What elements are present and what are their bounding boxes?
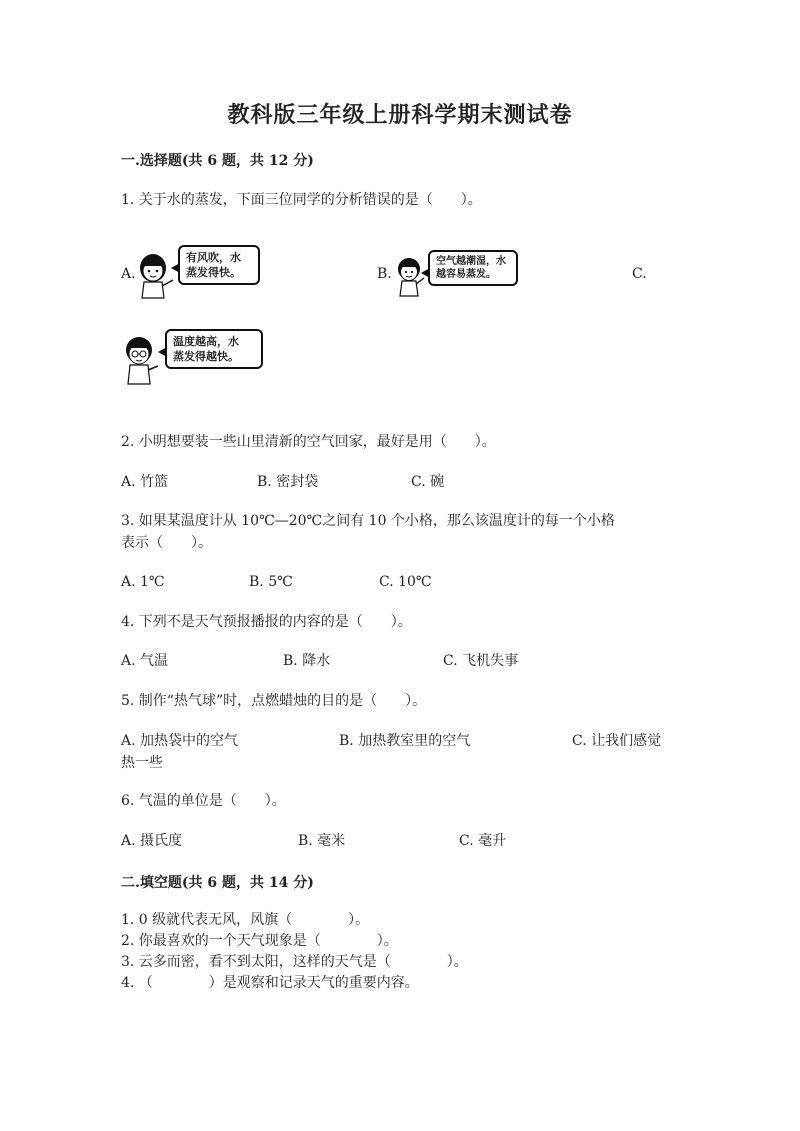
bubble-a-line-1: 有风吹，水 — [186, 251, 241, 264]
question-1-option-b-label: B. — [377, 266, 392, 282]
question-4-stem: 4. 下列不是天气预报播报的内容的是（ ）。 — [121, 614, 412, 630]
question-2-option-a: A. 竹篮 — [121, 474, 169, 490]
question-6-option-c: C. 毫升 — [459, 833, 507, 849]
question-6-option-a: A. 摄氏度 — [121, 833, 183, 849]
option-a-speech-bubble — [178, 245, 260, 285]
question-2-option-b: B. 密封袋 — [257, 474, 319, 490]
question-4-option-a: A. 气温 — [121, 653, 169, 669]
question-5-option-c-continued: 热一些 — [121, 755, 163, 771]
girl-student-icon — [133, 250, 177, 302]
question-3-option-c: C. 10℃ — [379, 574, 432, 590]
question-3-stem-line-1: 3. 如果某温度计从 10℃—20℃之间有 10 个小格，那么该温度计的每一个小格 — [121, 513, 615, 529]
page-title: 教科版三年级上册科学期末测试卷 — [227, 102, 573, 128]
question-1-option-c-label: C. — [632, 266, 647, 282]
fill-in-item-1: 1. 0 级就代表无风，风旗（ ）。 — [121, 912, 370, 928]
boy-with-glasses-icon — [120, 334, 162, 388]
question-4-option-b: B. 降水 — [283, 653, 331, 669]
section-heading-fill-in: 二.填空题(共 6 题，共 14 分) — [121, 875, 314, 891]
bubble-b-line-1: 空气越潮湿，水 — [436, 256, 506, 267]
question-5-option-b: B. 加热教室里的空气 — [339, 733, 471, 749]
question-6-stem: 6. 气温的单位是（ ）。 — [121, 793, 286, 809]
question-1-stem: 1. 关于水的蒸发，下面三位同学的分析错误的是（ ）。 — [121, 192, 482, 208]
fill-in-item-4: 4. （ ）是观察和记录天气的重要内容。 — [121, 975, 419, 991]
option-b-speech-bubble — [428, 250, 518, 286]
question-5-option-a: A. 加热袋中的空气 — [121, 733, 239, 749]
fill-in-item-2: 2. 你最喜欢的一个天气现象是（ ）。 — [121, 933, 398, 949]
question-6-option-b: B. 毫米 — [298, 833, 346, 849]
question-4-option-c: C. 飞机失事 — [443, 653, 519, 669]
question-5-option-c: C. 让我们感觉 — [572, 733, 662, 749]
question-3-option-a: A. 1℃ — [121, 574, 165, 590]
boy-student-icon — [393, 256, 427, 300]
question-5-stem: 5. 制作“热气球”时，点燃蜡烛的目的是（ ）。 — [121, 693, 427, 709]
bubble-a-line-2: 蒸发得快。 — [186, 266, 241, 279]
question-1-option-a-label: A. — [121, 266, 136, 282]
bubble-c-line-2: 蒸发得越快。 — [173, 350, 239, 363]
option-c-speech-bubble — [165, 329, 263, 369]
question-2-option-c: C. 碗 — [411, 474, 445, 490]
bubble-b-line-2: 越容易蒸发。 — [436, 269, 496, 280]
question-3-stem-line-2: 表示（ ）。 — [121, 535, 212, 551]
question-2-stem: 2. 小明想要装一些山里清新的空气回家，最好是用（ ）。 — [121, 434, 496, 450]
fill-in-item-3: 3. 云多而密，看不到太阳，这样的天气是（ ）。 — [121, 954, 468, 970]
section-heading-choice: 一.选择题(共 6 题，共 12 分) — [121, 153, 314, 169]
bubble-c-line-1: 温度越高，水 — [173, 335, 239, 348]
question-3-option-b: B. 5℃ — [249, 574, 293, 590]
